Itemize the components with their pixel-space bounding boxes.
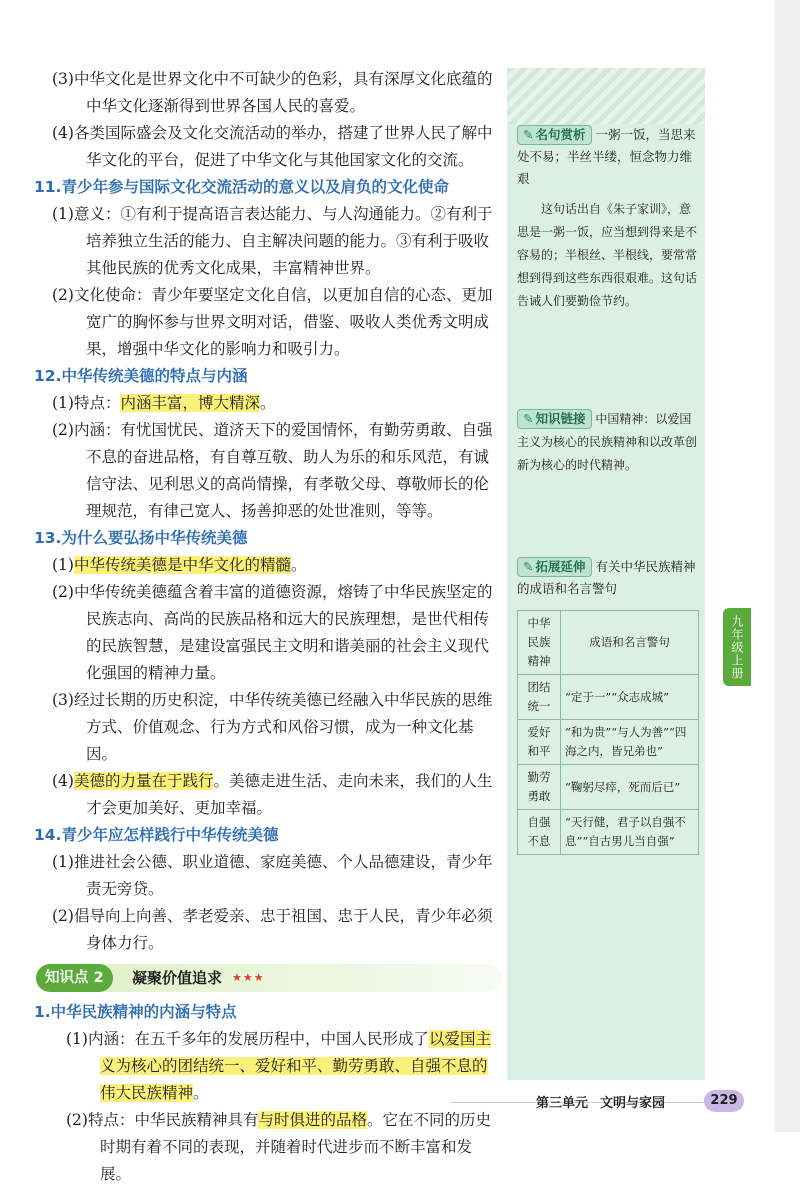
table-row (518, 675, 699, 720)
table-header-row (518, 611, 699, 675)
paragraph: (2)文化使命：青少年要坚定文化自信，以更加自信的心态、更加宽广的胸怀参与世界文明对话，借鉴、吸收人类优秀文明成果，增强中华文化的影响力和吸引力。 (52, 286, 493, 358)
footer-unit: 第三单元 (536, 1096, 589, 1111)
paragraph: (3)经过长期的历史积淀，中华传统美德已经融入中华民族的思维方式、价值观念、行为方式和风俗习惯，成为一种文化基因。 (52, 691, 493, 763)
knowledge-link-tag: ✎ 知识链接 (517, 409, 592, 429)
link-text: 中国精神：以爱国主义为核心的民族精神和以改革创新为核心的时代精神。 (517, 412, 698, 472)
table-row (518, 720, 699, 765)
grade-tab: 九年级上册 (723, 608, 751, 686)
section-heading-12: 12.中华传统美德的特点与内涵 (34, 367, 248, 385)
section-heading-14: 14.青少年应怎样践行中华传统美德 (34, 826, 279, 844)
table-cell: 成语和名言警句 (561, 611, 699, 675)
star-rating-icon: ★★★ (232, 971, 265, 984)
knowledge-link-section (517, 408, 701, 477)
footer-title: 文明与家园 (600, 1096, 666, 1111)
table-row (518, 765, 699, 810)
sidebar (507, 68, 705, 1080)
leaf-icon: ✎ (523, 559, 534, 574)
table-cell: 团结统一 (518, 675, 561, 720)
highlight: 以爱国主义为核心的团结统一、爱好和平、勤劳勇敢、自强不息的伟大民族精神 (100, 1030, 491, 1102)
footer-text (536, 1092, 665, 1111)
footer (0, 1088, 800, 1118)
famous-quote-tag: ✎ 名句赏析 (517, 125, 592, 145)
main-column (30, 66, 500, 1188)
knowledge-point-title: 凝聚价值追求 (132, 969, 223, 987)
table-cell: “天行健，君子以自强不息”“自古男儿当自强” (561, 810, 699, 855)
idiom-table (517, 610, 699, 855)
table-cell: “和为贵”“与人为善”“四海之内，皆兄弟也” (561, 720, 699, 765)
knowledge-point-banner (36, 964, 502, 992)
highlight: 中华传统美德是中华文化的精髓 (73, 556, 291, 574)
paragraph: (2)特点：中华民族精神具有与时俱进的品格。它在不同的历史时期有着不同的表现，并随着时代进步而不断丰富和发展。 (66, 1111, 492, 1183)
paragraph: (1)推进社会公德、职业道德、家庭美德、个人品德建设，青少年责无旁贷。 (52, 853, 493, 898)
table-cell: 爱好和平 (518, 720, 561, 765)
paragraph: (1)特点：内涵丰富，博大精深。 (52, 394, 276, 412)
paragraph: (2)中华传统美德蕴含着丰富的道德资源，熔铸了中华民族坚定的民族志向、高尚的民族品格和远大的民族理想，是世代相传的民族智慧，是建设富强民主文明和谐美丽的社会主义现代化强国的精神力量。 (52, 583, 493, 682)
section-heading-13: 13.为什么要弘扬中华传统美德 (34, 529, 248, 547)
sidebar-stripes (507, 68, 705, 124)
page-edge (775, 0, 800, 1132)
quote-note: 这句话出自《朱子家训》，意思是一粥一饭，应当想到得来是不容易的；半根丝、半根线，要常常想到得到这些东西很艰难。这句话告诫人们要勤俭节约。 (517, 202, 698, 308)
table-cell: “定于一”“众志成城” (561, 675, 699, 720)
paragraph: (1)中华传统美德是中华文化的精髓。 (52, 556, 307, 574)
paragraph: (4)美德的力量在于践行。美德走进生活、走向未来，我们的人生才会更加美好、更加幸福。 (52, 772, 493, 817)
table-cell: 自强不息 (518, 810, 561, 855)
quote-text: 一粥一饭，当思来处不易；半丝半缕，恒念物力维艰 (517, 127, 696, 186)
table-row (518, 810, 699, 855)
table-cell: 勤劳勇敢 (518, 765, 561, 810)
table-cell: 中华民族精神 (518, 611, 561, 675)
extension-tag: ✎ 拓展延伸 (517, 557, 592, 577)
section-heading-11: 11.青少年参与国际文化交流活动的意义以及肩负的文化使命 (34, 178, 449, 196)
paragraph: (2)内涵：有忧国忧民、道济天下的爱国情怀，有勤劳勇敢、自强不息的奋进品格，有自尊互敬、助人为乐的和乐风范，有诚信守法、见利思义的高尚情操，有孝敬父母、尊敬师长的伦理规范，有律己宽人、扬善抑恶的处世准则，等等。 (52, 421, 493, 520)
section-heading-1: 1.中华民族精神的内涵与特点 (34, 1003, 237, 1021)
paragraph: (1)意义：①有利于提高语言表达能力、与人沟通能力。②有利于培养独立生活的能力、自主解决问题的能力。③有利于吸收其他民族的优秀文化成果，丰富精神世界。 (52, 205, 493, 277)
extension-title: 有关中华民族精神的成语和名言警句 (517, 559, 696, 596)
paragraph: (4)各类国际盛会及文化交流活动的举办，搭建了世界人民了解中华文化的平台，促进了中华文化与其他国家文化的交流。 (52, 124, 493, 169)
paragraph: (1)内涵：在五千多年的发展历程中，中国人民形成了以爱国主义为核心的团结统一、爱好和平、勤劳勇敢、自强不息的伟大民族精神。 (66, 1030, 491, 1102)
famous-quote-section (517, 124, 701, 313)
extension-section (517, 556, 701, 855)
table-cell: “鞠躬尽瘁，死而后已” (561, 765, 699, 810)
page-number: 229 (704, 1090, 744, 1112)
highlight: 与时俱进的品格 (258, 1111, 367, 1129)
highlight: 美德的力量在于践行 (73, 772, 214, 790)
paragraph: (2)倡导向上向善、孝老爱亲、忠于祖国、忠于人民，青少年必须身体力行。 (52, 907, 493, 952)
leaf-icon: ✎ (523, 127, 534, 142)
leaf-icon: ✎ (523, 411, 534, 426)
highlight: 内涵丰富，博大精深 (120, 394, 260, 412)
knowledge-point-tag: 知识点 2 (36, 964, 113, 992)
paragraph: (3)中华文化是世界文化中不可缺少的色彩，具有深厚文化底蕴的中华文化逐渐得到世界各国人民的喜爱。 (52, 70, 493, 115)
